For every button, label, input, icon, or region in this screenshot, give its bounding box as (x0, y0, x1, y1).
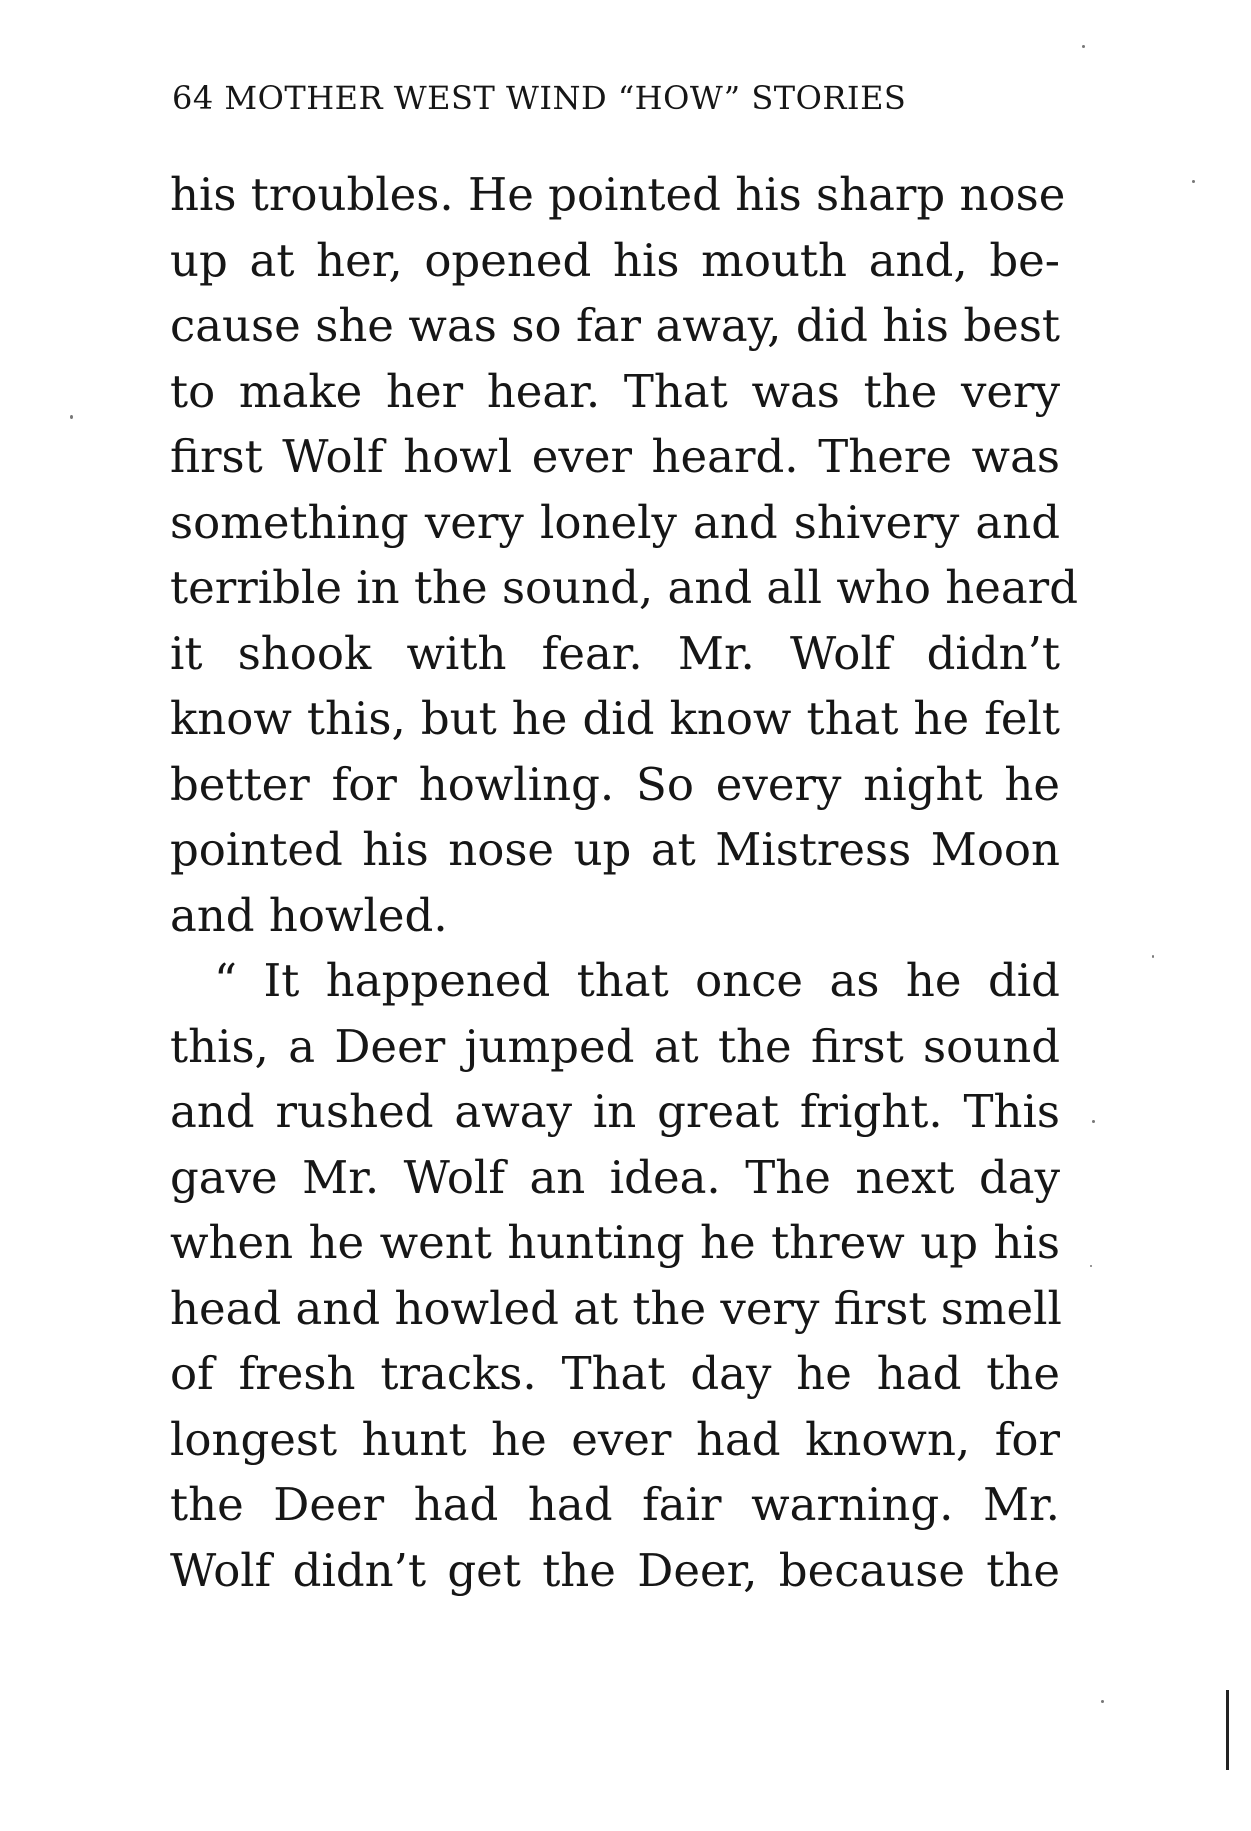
page-number: 64 (172, 79, 214, 117)
text-line: and howled. (170, 888, 448, 942)
scan-edge-mark (1226, 1690, 1229, 1770)
text-line: up at her, opened his mouth and, be- (170, 233, 1060, 287)
text-line: longest hunt he ever had known, for (170, 1412, 1060, 1466)
body-text (170, 162, 1078, 1603)
text-line: better for howling. So every night he (170, 757, 1060, 811)
text-line: something very lonely and shivery and (170, 495, 1060, 549)
text-line: it shook with fear. Mr. Wolf didn’t (170, 626, 1060, 680)
text-line: and rushed away in great fright. This (170, 1085, 1060, 1138)
running-head (172, 76, 1042, 120)
scan-speck (70, 415, 73, 419)
text-line: “ It happened that once as he did (214, 954, 1060, 1007)
text-line: to make her hear. That was the very (170, 364, 1060, 418)
text-line: when he went hunting he threw up his (170, 1216, 1060, 1269)
scan-speck (1192, 180, 1195, 183)
scan-speck (1101, 1700, 1104, 1703)
text-line: gave Mr. Wolf an idea. The next day (170, 1150, 1060, 1204)
scan-speck (1092, 1120, 1095, 1123)
scan-speck (1090, 1265, 1092, 1267)
text-line: cause she was so far away, did his best (170, 299, 1060, 352)
text-line: Wolf didn’t get the Deer, because the (170, 1543, 1060, 1597)
text-line: terrible in the sound, and all who heard (170, 561, 1078, 614)
scan-speck (1152, 955, 1154, 958)
text-line: know this, but he did know that he felt (170, 692, 1060, 745)
text-line: first Wolf howl ever heard. There was (170, 430, 1060, 483)
text-line: the Deer had had fair warning. Mr. (170, 1478, 1060, 1531)
text-line: of fresh tracks. That day he had the (170, 1347, 1060, 1400)
text-line: his troubles. He pointed his sharp nose (170, 168, 1066, 221)
text-line: pointed his nose up at Mistress Moon (170, 823, 1060, 876)
text-line: head and howled at the very first smell (170, 1281, 1062, 1335)
text-line: this, a Deer jumped at the first sound (170, 1019, 1060, 1073)
scan-speck (1082, 45, 1085, 48)
running-title: MOTHER WEST WIND “HOW” STORIES (224, 79, 907, 117)
